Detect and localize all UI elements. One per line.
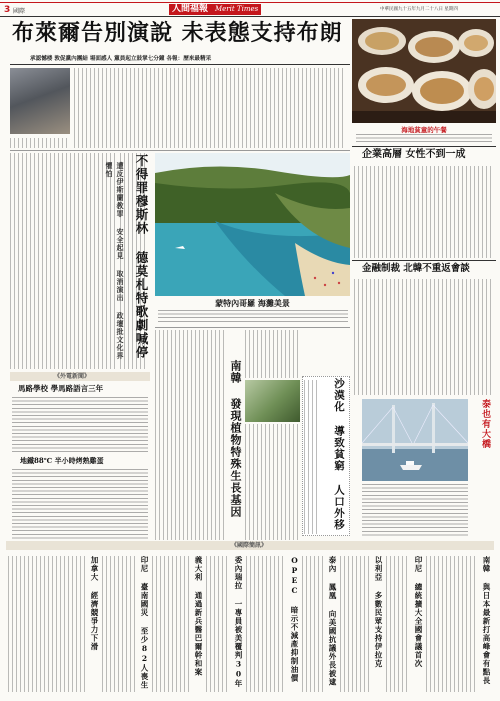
food-caption: 海地貧童的午餐 xyxy=(401,126,447,134)
desert-story-text xyxy=(304,380,318,534)
beach-photo-graphic xyxy=(155,153,350,296)
plant-story-text-bottom xyxy=(245,424,300,540)
bridge-photo xyxy=(362,399,468,481)
brief-headline-9: 加拿大 經濟競爭力下滑 xyxy=(90,556,99,651)
bridge-caption: 泰也有大橋 xyxy=(480,399,490,449)
masthead-title: 人間福報 xyxy=(172,4,209,14)
left-story-text xyxy=(10,153,116,369)
page-number: 3 xyxy=(4,5,11,15)
pope-subhead: 遭反伊斯蘭教罪 安全起見 取消演出 政壇批文化界懼怕 xyxy=(105,162,125,360)
korea-story-text xyxy=(354,279,494,395)
mid-divider xyxy=(155,327,350,328)
food-caption-text xyxy=(356,134,492,144)
brief-headline-3: 以利亞 多數民眾支持伊拉克 xyxy=(374,556,383,668)
masthead-english: Merit Times xyxy=(215,5,259,13)
lead-story-divider xyxy=(10,150,350,151)
brief-headline-6: 委內瑞拉 一專員被美覆判30年 xyxy=(234,556,243,688)
brief-headline-8: 印尼 臺南國災 至少82人喪生 xyxy=(140,556,149,690)
women-headline: 企業高層 女性不到一成 xyxy=(362,149,466,160)
header-bottom-rule xyxy=(0,16,500,17)
bridge-caption-text xyxy=(362,484,468,538)
issue-date: 中華民國九十五年九月二十八日 星期四 xyxy=(380,7,458,12)
header-top-rule xyxy=(0,2,500,3)
brief-headline-7: 義大利 通過新兵醫巴爾幹和案 xyxy=(194,556,203,677)
left-box-headline: 馬路學校 學馬路語言三年 xyxy=(18,384,104,393)
brief-headline-4: 泰內 鳳凰 向美國抗議外長被逮 xyxy=(328,556,337,687)
briefs-banner: 《國際簡訊》 xyxy=(231,542,268,549)
bridge-photo-graphic xyxy=(362,399,468,481)
pope-headline: 不得罪穆斯林 德莫札特歌劇喊停 xyxy=(134,154,149,359)
masthead-box xyxy=(169,4,261,15)
briefs-area xyxy=(6,552,494,697)
brief-text-9 xyxy=(8,556,86,692)
lead-headline: 布萊爾告別演說 未表態支持布朗 xyxy=(12,20,343,46)
lead-subhead: 承認憾楼 敦促黨內團結 場面感人 黨員起立鼓掌七分鐘 各報：歷來最精采 xyxy=(30,56,212,62)
brief-text-2 xyxy=(386,556,410,692)
section-label: 國際 xyxy=(13,8,26,15)
brief-headline-5: OPEC 暗示不減產抑制油價 xyxy=(290,556,299,683)
left-box-title: 《外電新聞》 xyxy=(54,373,91,380)
lead-story-text xyxy=(74,68,346,148)
brief-text-1 xyxy=(426,556,478,692)
brief-text-3 xyxy=(340,556,370,692)
left-box-bar xyxy=(10,372,150,381)
beach-caption-text xyxy=(158,310,348,324)
beach-caption: 蒙特內哥羅 海灘美景 xyxy=(215,298,290,308)
brief-text-5 xyxy=(246,556,286,692)
blair-photo xyxy=(10,68,70,134)
lead-story-text-2 xyxy=(10,138,70,148)
plant-photo xyxy=(245,380,300,422)
korea-top-rule xyxy=(352,260,496,261)
women-story-text xyxy=(354,166,494,258)
left-box-text-2 xyxy=(12,469,148,539)
left-box-second-headline: 地鐵88℃ 半小時烤熟雞蛋 xyxy=(20,456,104,465)
brief-text-4 xyxy=(302,556,324,692)
plant-headline: 南韓 發現植物特殊生長基因 xyxy=(229,360,242,518)
food-photo-graphic xyxy=(352,19,496,123)
lead-subhead-rule xyxy=(10,64,350,65)
plant-story-text-left xyxy=(155,330,225,540)
brief-text-6 xyxy=(206,556,230,692)
brief-headline-2: 印尼 總統擴大全國會議首次 xyxy=(414,556,423,668)
page-header xyxy=(0,0,500,17)
food-photo xyxy=(352,19,496,123)
brief-text-7 xyxy=(152,556,190,692)
desert-headline: 沙漠化 導致貧窮 人口外移 xyxy=(333,378,345,531)
beach-photo xyxy=(155,153,350,296)
left-box-text-1 xyxy=(12,397,148,453)
plant-story-text-top xyxy=(245,330,300,378)
brief-headline-1: 南韓 與日本最新打高峰會有點長 xyxy=(482,556,491,685)
women-top-rule xyxy=(352,146,496,147)
korea-headline: 金融制裁 北韓不重返會談 xyxy=(362,263,470,274)
briefs-bar xyxy=(6,541,494,550)
brief-text-8 xyxy=(102,556,136,692)
